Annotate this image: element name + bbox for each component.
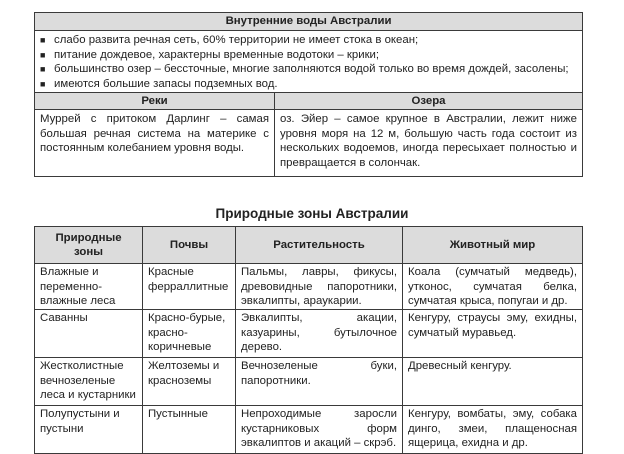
vegetation-cell: Эвкалипты, акации, казуарины, бутылочное дерево. [236,310,403,358]
soil-cell: Красные ферраллитные [143,264,236,310]
natural-zones-table [34,226,583,454]
bullet-item: ■ питание дождевое, характерны временные водотоки – крики; [40,48,380,61]
lakes-header: Озера [275,93,583,110]
vegetation-cell: Непроходимые заросли кустарниковых форм эвкалиптов и акаций – скрэб. [236,406,403,454]
bullet-square-icon: ■ [40,49,46,60]
inland-waters-table [34,12,583,177]
table-header-row [35,227,583,264]
bullet-item: ■ слабо развита речная сеть, 60% территории не имеет стока в океан; [40,34,419,46]
bullet-square-icon: ■ [40,78,46,89]
natural-zones-title: Природные зоны Австралии [215,206,409,221]
col-header-vegetation: Растительность [236,227,403,264]
inland-waters-bullets [35,31,583,93]
fauna-cell: Коала (сумчатый медведь), утконос, сумчатая белка, сумчатая крыса, попугаи и др. [403,264,583,310]
col-header-zones: Природные зоны [35,227,143,264]
zone-cell: Саванны [35,310,143,358]
col-header-fauna: Животный мир [403,227,583,264]
soil-cell: Пустынные [143,406,236,454]
table-row [35,264,583,310]
fauna-cell: Древесный кенгуру. [403,358,583,406]
bullet-item: ■ большинство озер – бессточные, многие заполняются водой только во время дождей, засолены; [40,63,569,75]
table-row [35,358,583,406]
zone-cell: Жестколистные вечнозеленые леса и кустарники [35,358,143,406]
zone-cell: Влажные и переменно-влажные леса [35,264,143,310]
soil-cell: Красно-бурые, красно-коричневые [143,310,236,358]
rivers-text: Муррей с притоком Дарлинг – самая большая речная система на материке с постоянным колебанием уровня воды. [35,110,275,177]
fauna-cell: Кенгуру, страусы эму, ехидны, сумчатый муравьед. [403,310,583,358]
rivers-header: Реки [35,93,275,110]
col-header-soils: Почвы [143,227,236,264]
bullet-square-icon: ■ [40,35,46,45]
bullet-square-icon: ■ [40,64,46,74]
inland-waters-title: Внутренние воды Австралии [35,13,583,31]
fauna-cell: Кенгуру, вомбаты, эму, собака динго, змеи, плащеносная ящерица, ехидна и др. [403,406,583,454]
vegetation-cell: Вечнозеленые буки, папоротники. [236,358,403,406]
lakes-text: оз. Эйер – самое крупное в Австралии, лежит ниже уровня моря на 12 м, большую часть года состоит из нескольких водоемов, иногда пересыхает полностью и превращается в солончак. [275,110,583,177]
table-row [35,406,583,454]
zone-cell: Полупустыни и пустыни [35,406,143,454]
bullet-item: ■ имеются большие запасы подземных вод. [40,77,278,90]
soil-cell: Желтоземы и красноземы [143,358,236,406]
vegetation-cell: Пальмы, лавры, фикусы, древовидные папоротники, эвкалипты, араукарии. [236,264,403,310]
table-row [35,310,583,358]
